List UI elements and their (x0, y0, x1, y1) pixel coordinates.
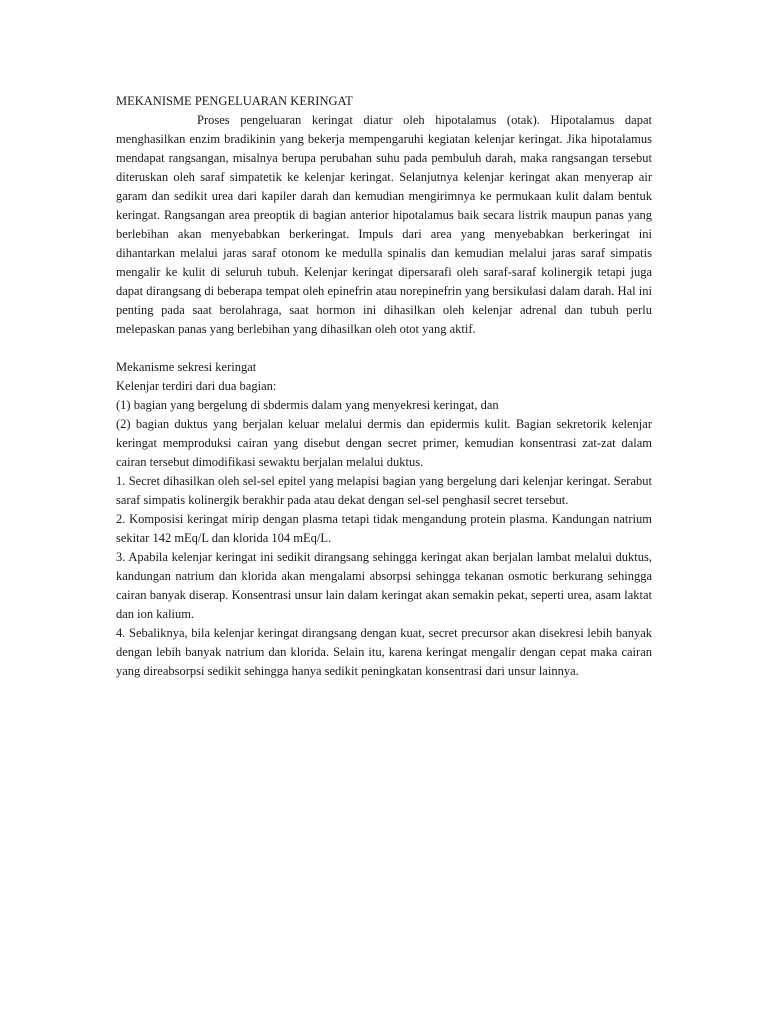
intro-paragraph: Proses pengeluaran keringat diatur oleh hipotalamus (otak). Hipotalamus dapat menghasilkan enzim bradikinin yang bekerja mempengaruhi kegiatan kelenjar keringat. Jika hipotalamus mendapat rangsangan, misalnya berupa perubahan suhu pada pembuluh darah, maka rangsangan tersebut diteruskan oleh saraf simpatetik ke kelenjar keringat. Selanjutnya kelenjar keringat akan menyerap air garam dan sedikit urea dari kapiler darah dan kemudian mengirimnya ke permukaan kulit dalam bentuk keringat. Rangsangan area preoptik di bagian anterior hipotalamus baik secara listrik maupun panas yang berlebihan akan menyebabkan berkeringat. Impuls dari area yang menyebabkan berkeringat ini dihantarkan melalui jaras saraf otonom ke medulla spinalis dan kemudian melalui jaras saraf simpatis mengalir ke kulit di seluruh tubuh. Kelenjar keringat dipersarafi oleh saraf-saraf kolinergik tetapi juga dapat dirangsang di beberapa tempat oleh epinefrin atau norepinefrin yang bersikulasi dalam darah. Hal ini penting pada saat berolahraga, saat hormon ini dihasilkan oleh kelenjar adrenal dan tubuh perlu melepaskan panas yang berlebihan yang dihasilkan oleh otot yang aktif. (116, 113, 652, 336)
point-4-paragraph: 4. Sebaliknya, bila kelenjar keringat dirangsang dengan kuat, secret precursor akan disekresi lebih banyak dengan lebih banyak natrium dan klorida. Selain itu, karena keringat mengalir dengan cepat maka cairan yang direabsorpsi sedikit sehingga hanya sedikit peningkatan konsentrasi dari unsur lainnya. (116, 626, 652, 678)
part-2-paragraph: (2) bagian duktus yang berjalan keluar melalui dermis dan epidermis kulit. Bagian sekretorik kelenjar keringat memproduksi cairan yang disebut dengan secret primer, kemudian konsentrasi zat-zat dalam cairan tersebut dimodifikasi sewaktu berjalan melalui duktus. (116, 417, 652, 469)
section-heading: Mekanisme sekresi keringat (116, 360, 257, 374)
point-3-paragraph: 3. Apabila kelenjar keringat ini sedikit dirangsang sehingga keringat akan berjalan lambat melalui duktus, kandungan natrium dan klorida akan mengalami absorpsi sehingga tekanan osmotic berkurang sehingga cairan banyak diserap. Konsentrasi unsur lain dalam keringat akan semakin pekat, seperti urea, asam laktat dan ion kalium. (116, 550, 652, 621)
paragraph-gap (116, 339, 652, 358)
section-intro: Kelenjar terdiri dari dua bagian: (116, 379, 277, 393)
part-1-paragraph: (1) bagian yang bergelung di sbdermis dalam yang menyekresi keringat, dan (116, 398, 499, 412)
document-title: MEKANISME PENGELUARAN KERINGAT (116, 94, 353, 108)
document-page (116, 92, 652, 681)
point-2-paragraph: 2. Komposisi keringat mirip dengan plasma tetapi tidak mengandung protein plasma. Kandungan natrium sekitar 142 mEq/L dan klorida 104 mEq/L. (116, 512, 652, 545)
point-1-paragraph: 1. Secret dihasilkan oleh sel-sel epitel yang melapisi bagian yang bergelung dari kelenjar keringat. Serabut saraf simpatis kolinergik berakhir pada atau dekat dengan sel-sel penghasil secret tersebut. (116, 474, 652, 507)
